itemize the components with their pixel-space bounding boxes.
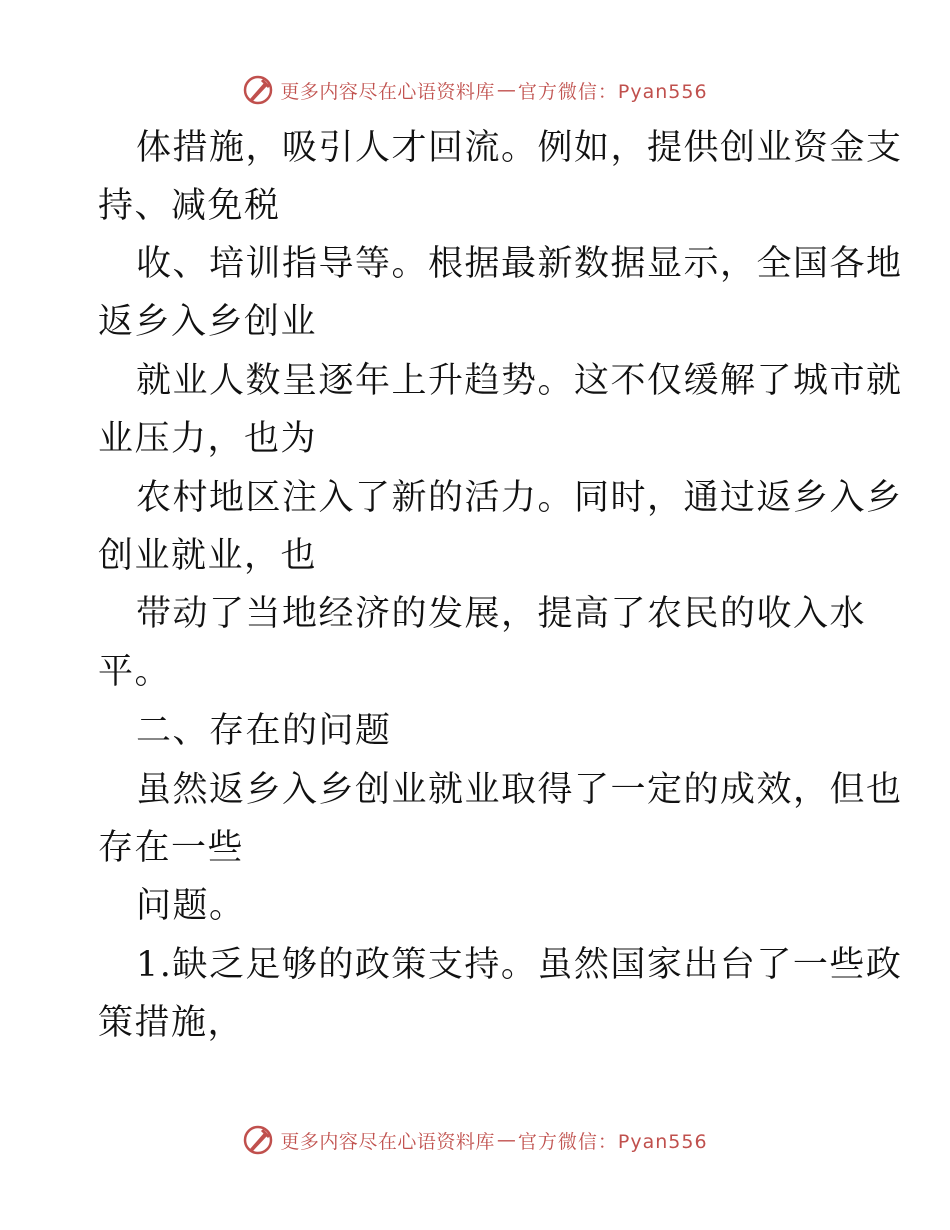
paragraph-line: 农村地区注入了新的活力。同时，通过返乡入乡 [136, 478, 903, 518]
paragraph-line: 业压力，也为 [98, 419, 318, 459]
paragraph-line: 虽然返乡入乡创业就业取得了一定的成效，但也 [136, 770, 903, 810]
paragraph-line: 就业人数呈逐年上升趋势。这不仅缓解了城市就 [136, 361, 903, 401]
footer-watermark [0, 1122, 950, 1158]
watermark-separator: — [496, 1129, 516, 1151]
list-item-line: 1.缺乏足够的政策支持。虽然国家出台了一些政 [136, 945, 903, 985]
section-heading: 二、存在的问题 [136, 711, 392, 751]
watermark-brand-text: 更多内容尽在心语资料库 [280, 80, 495, 103]
paragraph-line: 体措施，吸引人才回流。例如，提供创业资金支 [136, 128, 903, 168]
paragraph-line: 持、减免税 [98, 186, 281, 226]
list-item-line: 策措施， [98, 1003, 245, 1043]
watermark-contact-text: 官方微信：Pyan556 [517, 1130, 708, 1153]
watermark-contact-text: 官方微信：Pyan556 [517, 80, 708, 103]
paragraph-line: 存在一些 [98, 828, 245, 868]
watermark-brand-text: 更多内容尽在心语资料库 [280, 1130, 495, 1153]
paragraph-line: 问题。 [136, 886, 246, 926]
watermark-separator: — [496, 79, 516, 101]
paragraph-line: 带动了当地经济的发展，提高了农民的收入水 [136, 594, 867, 634]
paragraph-line: 返乡入乡创业 [98, 302, 318, 342]
paragraph-line: 创业就业，也 [98, 536, 318, 576]
quill-pen-logo-icon [242, 1124, 274, 1156]
paragraph-line: 收、培训指导等。根据最新数据显示，全国各地 [136, 244, 903, 284]
paragraph-line: 平。 [98, 652, 172, 692]
